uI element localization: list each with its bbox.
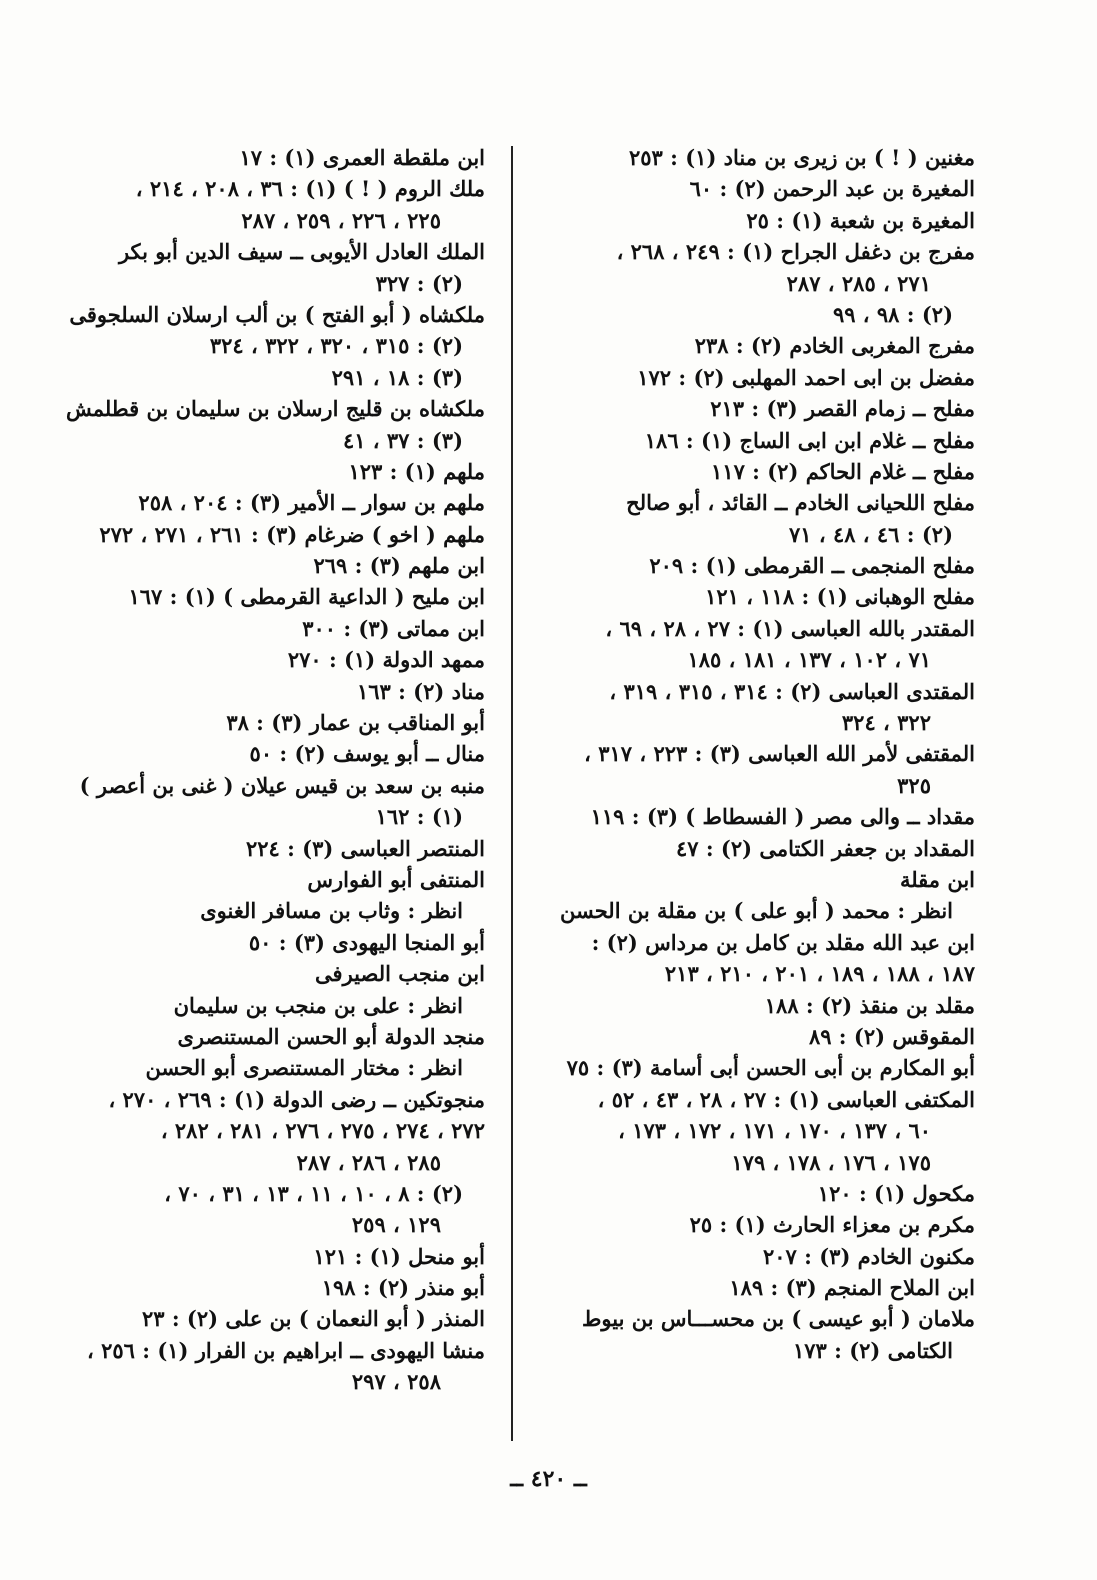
- index-entry-line: انظر : وثاب بن مسافر الغنوى: [200, 898, 463, 924]
- index-entry-line: المقداد بن جعفر الكتامى (٢) : ٤٧: [675, 835, 975, 861]
- left-column-entries: [55, 142, 485, 1398]
- index-entry-line: (٢) : ٣٢٧: [375, 270, 463, 296]
- index-entry-line: أبو منذر (٢) : ١٩٨: [321, 1275, 485, 1301]
- index-entry-line: ملكشاه بن قليج ارسلان بن سليمان بن قطلمش: [66, 396, 485, 422]
- index-entry-line: (٢) : ٤٦ ، ٤٨ ، ٧١: [788, 521, 953, 547]
- right-column-entries: [535, 142, 975, 1366]
- index-entry-line: (٣) : ٣٧ ، ٤١: [342, 427, 463, 453]
- index-entry-line: مفلح الوهبانى (١) : ١١٨ ، ١٢١: [705, 584, 975, 610]
- index-entry-line: (١) : ١٦٢: [375, 804, 463, 830]
- index-entry-line: ملهم (١) : ١٢٣: [348, 458, 485, 484]
- index-entry-line: ملك الروم ( ! ) (١) : ٣٦ ، ٢٠٨ ، ٢١٤ ،: [135, 176, 485, 202]
- index-entry-line: المنذر ( أبو النعمان ) بن على (٢) : ٢٣: [141, 1306, 485, 1332]
- index-entry-line: أبو منحل (١) : ١٢١: [313, 1243, 485, 1269]
- index-entry-line: انظر : محمد ( أبو على ) بن مقلة بن الحسن: [560, 898, 953, 924]
- index-entry-line: ١٧٥ ، ١٧٦ ، ١٧٨ ، ١٧٩: [731, 1149, 931, 1175]
- index-entry-line: انظر : مختار المستنصرى أبو الحسن: [145, 1055, 463, 1081]
- index-entry-line: ابن مليح ( الداعية القرمطى ) (١) : ١٦٧: [128, 584, 485, 610]
- index-entry-line: (٢) : ٨ ، ١٠ ، ١١ ، ١٣ ، ٣١ ، ٧٠ ،: [164, 1180, 463, 1206]
- index-entry-line: مقلد بن منقذ (٢) : ١٨٨: [764, 992, 975, 1018]
- index-entry-line: ٣٢٢ ، ٣٢٤: [841, 710, 931, 736]
- index-entry-line: (٢) : ٣١٥ ، ٣٢٠ ، ٣٢٢ ، ٣٢٤: [209, 333, 463, 359]
- page-number: ــ ٤٢٠ ــ: [510, 1466, 587, 1492]
- index-entry-line: المقوقس (٢) : ٨٩: [808, 1023, 975, 1049]
- index-entry-line: ابن عبد الله مقلد بن كامل بن مرداس (٢) :: [591, 929, 975, 955]
- index-entry-line: ابن مقلة: [899, 866, 975, 892]
- index-entry-line: ٢٢٥ ، ٢٢٦ ، ٢٥٩ ، ٢٨٧: [241, 207, 441, 233]
- index-entry-line: مفلح ــ زمام القصر (٣) : ٢١٣: [710, 396, 975, 422]
- index-entry-line: منال ــ أبو يوسف (٢) : ٥٠: [249, 741, 485, 767]
- index-entry-line: مكرم بن معزاء الحارث (١) : ٢٥: [689, 1212, 975, 1238]
- index-entry-line: الكتامى (٢) : ١٧٣: [792, 1337, 953, 1363]
- index-entry-line: ٣٢٥: [897, 772, 931, 798]
- index-entry-line: مغنين ( ! ) بن زيرى بن مناد (١) : ٢٥٣: [629, 145, 975, 170]
- index-entry-line: الملك العادل الأيوبى ــ سيف الدين أبو بكر: [118, 239, 485, 265]
- index-entry-line: ابن ملقطة العمرى (١) : ١٧: [239, 145, 485, 170]
- index-entry-line: ابن ملهم (٣) : ٢٦٩: [313, 553, 485, 579]
- index-entry-line: ملهم بن سوار ــ الأمير (٣) : ٢٠٤ ، ٢٥٨: [138, 490, 485, 516]
- index-entry-line: المنتفى أبو الفوارس: [307, 866, 485, 892]
- index-entry-line: أبو المكارم بن أبى الحسن أبى أسامة (٣) : ٧٥: [566, 1055, 975, 1081]
- index-entry-line: انظر : على بن منجب بن سليمان: [173, 992, 463, 1018]
- index-entry-line: المنتصر العباسى (٣) : ٢٢٤: [245, 835, 485, 861]
- index-entry-line: ملامان ( أبو عيسى ) بن محســـاس بن بيوط: [582, 1306, 975, 1332]
- index-entry-line: مفضل بن ابى احمد المهلبى (٢) : ١٧٢: [637, 364, 975, 390]
- index-entry-line: مفلح اللحيانى الخادم ــ القائد ، أبو صالح: [626, 490, 975, 516]
- index-entry-line: ٦٠ ، ١٣٧ ، ١٧٠ ، ١٧١ ، ١٧٢ ، ١٧٣ ،: [618, 1118, 931, 1144]
- index-entry-line: المغيرة بن عبد الرحمن (٢) : ٦٠: [689, 176, 975, 202]
- index-entry-line: المغيرة بن شعبة (١) : ٢٥: [746, 207, 975, 233]
- index-entry-line: مناد (٢) : ١٦٣: [356, 678, 485, 704]
- index-entry-line: مفلح المنجمى ــ القرمطى (١) : ٢٠٩: [649, 553, 975, 579]
- index-entry-line: ١٨٧ ، ١٨٨ ، ١٨٩ ، ٢٠١ ، ٢١٠ ، ٢١٣: [664, 961, 975, 987]
- index-entry-line: أبو المناقب بن عمار (٣) : ٣٨: [226, 710, 485, 736]
- index-entry-line: أبو المنجا اليهودى (٣) : ٥٠: [248, 929, 485, 955]
- index-entry-line: منجد الدولة أبو الحسن المستنصرى: [177, 1023, 485, 1049]
- index-entry-line: المقتفى لأمر الله العباسى (٣) : ٢٢٣ ، ٣١٧ ،: [584, 741, 975, 767]
- index-entry-line: ٢٥٨ ، ٢٩٧: [351, 1369, 441, 1395]
- index-entry-line: ابن الملاح المنجم (٣) : ١٨٩: [729, 1275, 975, 1301]
- index-entry-line: ٧١ ، ١٠٢ ، ١٣٧ ، ١٨١ ، ١٨٥: [687, 647, 931, 673]
- index-entry-line: مكحول (١) : ١٢٠: [817, 1180, 975, 1206]
- index-entry-line: مفلح ــ غلام ابن ابى الساج (١) : ١٨٦: [644, 427, 975, 453]
- index-entry-line: ٢٧٢ ، ٢٧٤ ، ٢٧٥ ، ٢٧٦ ، ٢٨١ ، ٢٨٢ ،: [160, 1118, 485, 1144]
- index-entry-line: مقداد ــ والى مصر ( الفسطاط ) (٣) : ١١٩: [590, 804, 975, 830]
- index-entry-line: (٣) : ١٨ ، ٢٩١: [331, 364, 463, 390]
- index-entry-line: ملكشاه ( أبو الفتح ) بن ألب ارسلان السلجوقى: [69, 301, 485, 327]
- index-entry-line: ٢٨٥ ، ٢٨٦ ، ٢٨٧: [296, 1149, 441, 1175]
- index-entry-line: ابن منجب الصيرفى: [315, 961, 485, 987]
- index-entry-line: مفلح ــ غلام الحاكم (٢) : ١١٧: [711, 458, 975, 484]
- index-entry-line: مكنون الخادم (٣) : ٢٠٧: [763, 1243, 975, 1269]
- index-entry-line: ممهد الدولة (١) : ٢٧٠: [287, 647, 485, 673]
- index-entry-line: منشا اليهودى ــ ابراهيم بن الفرار (١) : ٢٥٦ ،: [87, 1337, 485, 1363]
- index-entry-line: ١٢٩ ، ٢٥٩: [351, 1212, 441, 1238]
- index-entry-line: المقتدى العباسى (٢) : ٣١٤ ، ٣١٥ ، ٣١٩ ،: [609, 678, 975, 704]
- index-entry-line: منبه بن سعد بن قيس عيلان ( غنى بن أعصر ): [79, 772, 485, 798]
- index-entry-line: مفرج المغربى الخادم (٢) : ٢٣٨: [694, 333, 975, 359]
- index-entry-line: ابن مماتى (٣) : ٣٠٠: [302, 615, 485, 641]
- index-entry-line: منجوتكين ــ رضى الدولة (١) : ٢٦٩ ، ٢٧٠ ،: [108, 1086, 485, 1112]
- index-entry-line: ٢٧١ ، ٢٨٥ ، ٢٨٧: [786, 270, 931, 296]
- index-entry-line: ملهم ( اخو ) ضرغام (٣) : ٢٦١ ، ٢٧١ ، ٢٧٢: [99, 521, 485, 547]
- index-entry-line: مفرج بن دغفل الجراح (١) : ٢٤٩ ، ٢٦٨ ،: [616, 239, 975, 265]
- column-divider: [511, 146, 513, 1441]
- index-entry-line: (٢) : ٩٨ ، ٩٩: [832, 301, 953, 327]
- index-entry-line: المقتدر بالله العباسى (١) : ٢٧ ، ٢٨ ، ٦٩ ،: [605, 615, 975, 641]
- index-entry-line: المكتفى العباسى (١) : ٢٧ ، ٢٨ ، ٤٣ ، ٥٢ ،: [597, 1086, 975, 1112]
